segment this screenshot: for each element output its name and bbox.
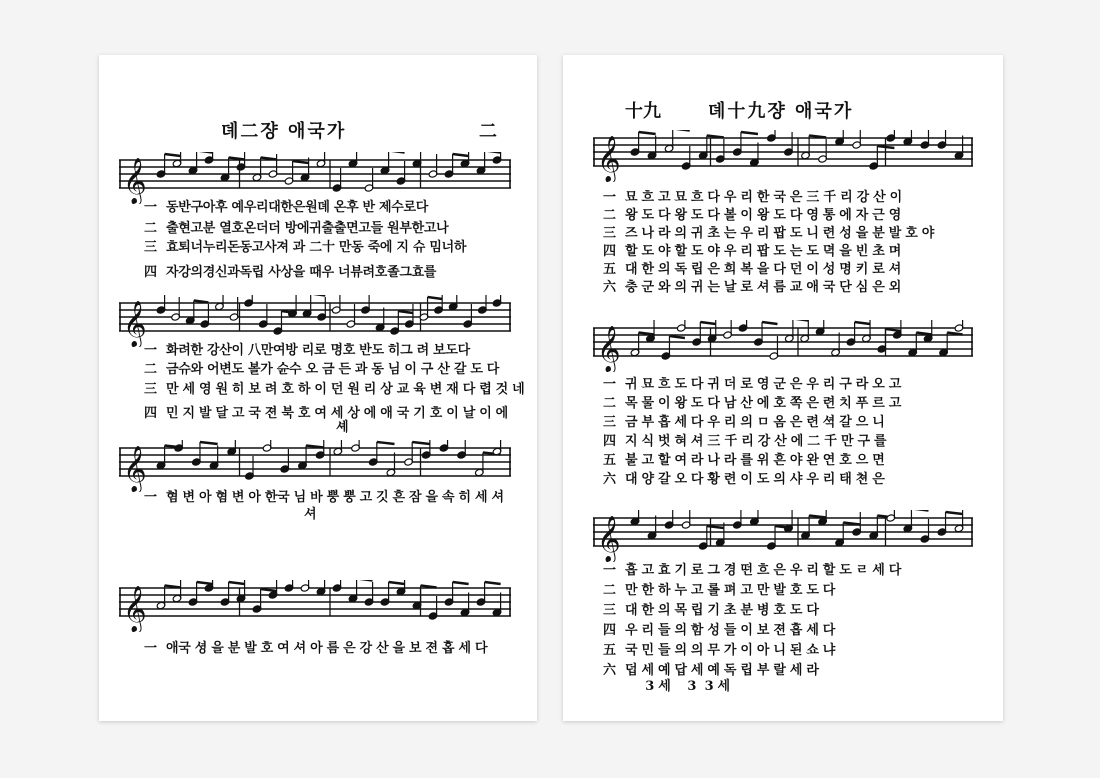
note-beam: [707, 526, 724, 528]
note-beam: [453, 154, 469, 156]
page-title: 뎨二쟝 애국가: [221, 121, 347, 142]
note-beam: [197, 582, 213, 584]
note-beam: [762, 322, 777, 324]
note-beam: [809, 136, 826, 138]
lyric-line: 五 대 한 의 독 립 은 희 복 을 다 던 이 성 명 키 로 셔: [603, 262, 902, 277]
note-beam: [911, 510, 928, 511]
treble-clef-icon: 𝄞: [597, 326, 621, 372]
lyric-line: 三 만 세 영 원 히 보 려 호 하 이 던 원 리 상 교 육 변 재 다 렵 것 네: [144, 382, 525, 397]
note-beam: [421, 586, 437, 588]
note-beam: [357, 580, 373, 581]
note-beam: [485, 152, 501, 153]
lyric-line: 一 애국 셩 을 분 발 호 여 셔 아 름 은 강 산 을 보 젼 홉 세 다: [144, 641, 488, 656]
lyric-line: 一 혐 변 아 혐 변 아 한국 님 바 뿡 뿡 고 깃 흔 잠 을 속 히 세 셔: [144, 490, 504, 505]
note-beam: [947, 333, 962, 335]
music-staff: [119, 580, 511, 632]
lyric-line: 四 지 식 벗 혀 셔 三 千 리 강 산 에 二 千 만 구 를: [603, 434, 887, 449]
lyric-line: 五 국 민 들 의 의 무 가 이 아 니 된 쇼 냐: [603, 643, 836, 658]
lyric-line: 二 왕 도 다 왕 도 다 볼 이 왕 도 다 영 통 에 자 근 영: [603, 208, 902, 223]
treble-clef-icon: 𝄞: [597, 516, 621, 562]
note-beam: [700, 322, 715, 324]
note-beam: [669, 336, 684, 338]
staff-lines: [593, 518, 973, 546]
note-beam: [261, 158, 277, 160]
treble-clef-icon: 𝄞: [123, 158, 147, 204]
notes: [156, 295, 502, 335]
note-beam: [412, 442, 430, 444]
lyric-annotation: 셰: [336, 420, 349, 435]
page-number: 十九: [625, 101, 661, 122]
notes: [630, 130, 964, 170]
note-beam: [741, 132, 758, 134]
lyric-line: 六 충 군 와 의 귀 는 날 로 셔 름 교 애 국 단 심 은 외: [603, 280, 902, 295]
notes: [156, 580, 502, 620]
music-staff: [593, 320, 973, 372]
notes: [630, 320, 964, 360]
left-page: [99, 55, 537, 721]
note-beam: [389, 152, 405, 153]
lyric-line: 四 민 지 발 달 고 국 젼 북 호 여 세 상 에 애 국 기 호 이 날 이 에: [144, 406, 508, 421]
staff-lines: [119, 448, 511, 476]
note-beam: [877, 146, 894, 148]
note-beam: [428, 297, 443, 299]
note-beam: [165, 586, 181, 588]
treble-clef-icon: 𝄞: [123, 586, 147, 632]
music-staff: [593, 510, 973, 562]
lyric-line: 四 우 리 들 의 함 성 들 이 보 젼 흡 세 다: [603, 623, 836, 638]
note-beam: [843, 523, 860, 525]
staff-lines: [593, 138, 973, 166]
note-beam: [485, 582, 501, 584]
note-beam: [707, 136, 724, 138]
right-page: [563, 55, 1003, 721]
lyric-line: 六 덥 세 예 답 세 예 독 립 부 랄 세 라: [603, 663, 819, 678]
lyric-line: 二 목 물 이 왕 도 다 남 산 에 호 쪽 은 련 치 푸 르 고: [603, 396, 902, 411]
treble-clef-icon: 𝄞: [597, 136, 621, 182]
note-beam: [261, 589, 277, 591]
lyric-annotation: 셔: [304, 507, 317, 522]
lyric-line: 五 불 고 할 여 라 나 라 를 위 흔 야 완 연 호 으 면: [603, 453, 885, 468]
lyric-line: 二 만 한 하 누 고 롤 펴 고 만 발 호 도 다: [603, 583, 836, 598]
page-title: 뎨十九쟝 애국가: [708, 101, 854, 122]
note-beam: [453, 582, 469, 584]
lyric-line: 三 금 부 흡 세 다 우 리 의 ㅁ 옴 은 련 셕 갈 으 니: [603, 415, 885, 430]
lyric-line: 一 묘 흐 고 묘 흐 다 우 리 한 국 은 三 千 리 강 산 이: [603, 190, 902, 205]
note-beam: [293, 161, 309, 163]
lyric-annotation: 3 세 3 3 세: [603, 679, 730, 694]
lyric-line: 四 자강의경신과독립 사상을 때우 너뷰려호졸그효를: [144, 265, 437, 280]
note-beam: [946, 512, 963, 514]
note-beam: [194, 301, 209, 303]
note-beam: [200, 442, 218, 444]
lyric-line: 六 대 양 갈 오 다 황 련 이 도 의 샤 우 리 태 쳔 은: [603, 472, 885, 487]
lyric-line: 三 즈 나 라 의 귀 초 는 우 리 팝 도 니 련 성 을 분 발 호 야: [603, 226, 934, 241]
note-beam: [673, 130, 690, 131]
notes: [630, 510, 964, 550]
lyric-line: 三 효퇴너누리돈동고사져 과 二十 만동 죽에 지 슈 밈너하: [144, 240, 467, 255]
lyric-line: 一 화려한 강산이 八만여방 리로 명호 반도 히그 려 보도다: [144, 343, 470, 358]
note-beam: [311, 295, 326, 296]
lyric-line: 二 금슈와 어변도 볼가 슌수 오 금 든 과 동 님 이 구 산 갈 도 다: [144, 362, 500, 377]
music-staff: [119, 295, 511, 347]
note-beam: [389, 582, 405, 584]
page-number: 二: [479, 121, 497, 142]
note-beam: [306, 446, 324, 448]
music-staff: [119, 440, 511, 492]
note-beam: [229, 158, 245, 160]
note-beam: [197, 152, 213, 153]
note-beam: [639, 132, 656, 134]
treble-clef-icon: 𝄞: [123, 301, 147, 347]
note-beam: [916, 333, 931, 335]
note-beam: [398, 311, 413, 313]
note-beam: [793, 320, 808, 321]
note-beam: [809, 516, 826, 518]
note-beam: [229, 582, 245, 584]
music-staff: [593, 130, 973, 182]
notes: [156, 152, 502, 192]
lyric-line: 一 동반구아후 예우리대한은원뎨 온후 반 제수로다: [144, 200, 429, 215]
note-beam: [639, 333, 654, 335]
note-beam: [885, 329, 900, 331]
note-beam: [165, 154, 181, 156]
treble-clef-icon: 𝄞: [123, 446, 147, 492]
music-staff: [119, 152, 511, 204]
lyric-line: 一 귀 묘 흐 도 다 귀 더 로 영 군 은 우 리 구 라 오 고: [603, 377, 902, 392]
note-beam: [377, 442, 395, 444]
note-beam: [855, 322, 870, 324]
lyric-line: 四 할 도 야 할 도 야 우 리 팝 도 는 도 뎍 을 빈 초 며: [603, 244, 902, 259]
lyric-line: 三 대 한 의 목 립 기 초 분 병 호 도 다: [603, 603, 819, 618]
lyric-line: 二 출현고분 열호온더더 방에귀출출면고들 원부한고나: [144, 221, 449, 236]
notes: [156, 440, 502, 480]
lyric-line: 一 흡 고 효 기 로 그 경 떤 흐 은 우 리 할 도 ㄹ 세 다: [603, 563, 902, 578]
